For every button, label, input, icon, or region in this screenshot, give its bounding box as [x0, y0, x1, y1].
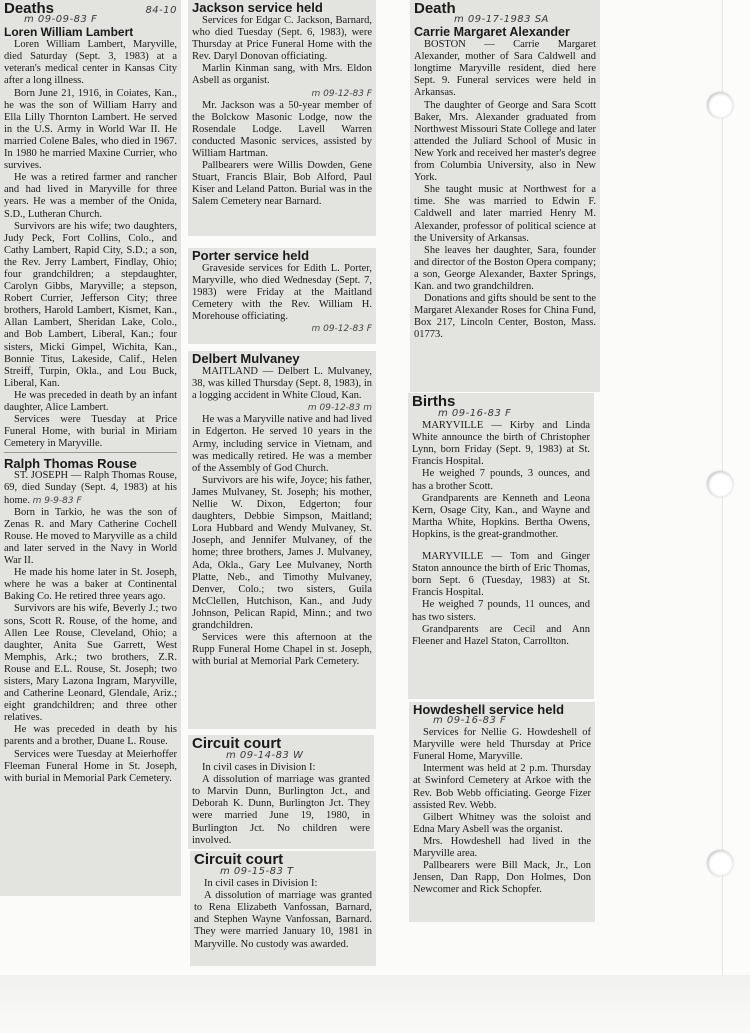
paragraph: ST. JOSEPH — Ralph Thomas Rouse, 69, died Sunday (Sept. 4, 1983) at his home. m 9-9-83 F [4, 470, 177, 506]
article-headline: Delbert Mulvaney [192, 351, 300, 366]
paragraph: She taught music at Northwest for a time. She was married to Edwin F. Caldwell and later married Henry M. Alexander, professor of political science at the University of Arkansas. [414, 184, 596, 244]
births-clipping [408, 393, 594, 699]
paragraph: Pallbearers were Willis Dowden, Gene Stuart, Francis Blair, Bob Alford, Paul Kiser and Leland Patton. Burial was in the Salem Cemetery near Barnard. [192, 160, 372, 208]
death-header: Death [414, 0, 456, 17]
handwritten-date: m 09-12-83 F [311, 324, 372, 335]
paragraph: Loren William Lambert, Maryville, died Saturday (Sept. 3, 1983) at a veteran's medical center in Kansas City after a long illness. [4, 39, 177, 87]
paragraph: Interment was held at 2 p.m. Thursday at Swinford Cemetery at Arkoe with the Rev. Bob Webb officiating. George Fizer assisted Rev. Webb. [413, 763, 591, 811]
paragraph: Mr. Jackson was a 50-year member of the Bolckow Masonic Lodge, now the Rosendale Lodge. Lavell Warren conducted Masonic services, assisted by William Hartman. [192, 99, 372, 160]
paragraph: MARYVILLE — Tom and Ginger Staton announce the birth of Eric Thomas, born Sept. 6 (Tuesday, 1983) at St. Francis Hospital. [412, 551, 590, 599]
handwritten-note: 84-10 [145, 5, 177, 16]
paragraph: He weighed 7 pounds, 3 ounces, and has a brother Scott. [412, 468, 590, 492]
handwritten-date: m 09-09-83 F [24, 14, 98, 26]
handwritten-date: m 09-14-83 W [226, 750, 304, 761]
mulvaney-clipping [188, 351, 376, 729]
article-headline: Circuit court [192, 735, 282, 752]
paragraph: Born June 21, 1916, in Coiates, Kan., he was the son of William Harry and Ella Lilly Thornton Lambert. He served in the U.S. Army in World War II. He married Colene Bales, who died in 1967. In 1980 he married Maxine Currier, who survives. [4, 87, 177, 172]
paragraph: Survivors are his wife, Joyce; his father, James Mulvaney, St. Joseph; his mother, Nellie W. Dixon, Edgerton; four daughters, Debbie Simpson, Maitland; Lora Hubbard and Wendy Mulvaney, St. Joseph, and Jennifer Mulvaney, of the home; three brothers, James J. Mulvaney, Ada, Okla., Gary Lee Mulvaney, North Platte, Neb., and Timothy Mulvaney, Denver, Colo.; two sisters, Guila McClellen, Hutchison, Kan., and Judy Johnson, Pelican Rapid, Minn.; and two grandchildren. [192, 474, 372, 631]
obituary-name: Loren William Lambert [4, 25, 134, 40]
handwritten-date: m 09-16-83 F [433, 715, 507, 726]
paragraph: Grandparents are Cecil and Ann Fleener and Hazel Staton, Carrollton. [412, 623, 590, 647]
article-headline: Circuit court [194, 851, 284, 868]
paragraph: Mrs. Howdeshell had lived in the Maryville area. [413, 835, 591, 860]
paragraph: Services were this afternoon at the Rupp Funeral Home Chapel in st. Joseph, with burial at Memorial Park Cemetery. [192, 632, 372, 668]
births-header: Births [412, 393, 456, 410]
handwritten-date: m 09-12-83 m [307, 403, 372, 414]
handwritten-date: m 09-15-83 T [220, 866, 294, 877]
paragraph: Donations and gifts should be sent to the Margaret Alexander Roses for China Fund, Box 217, Lincoln Center, Boston, Mass. 01773. [414, 293, 596, 341]
paragraph: He was preceded in death by his parents and a brother, Duane L. Rouse. [4, 724, 177, 748]
paragraph: In civil cases in Division I: [202, 762, 316, 774]
paragraph: Marlin Kinman sang, with Mrs. Eldon Asbell as organist. [192, 63, 372, 87]
paragraph: MARYVILLE — Kirby and Linda White announce the birth of Christopher Lynn, born Friday (Sept. 9, 1983) at St. Francis Hospital. [412, 420, 590, 468]
handwritten-date: m 9-9-83 F [32, 495, 82, 506]
page-edge [722, 0, 750, 1033]
paragraph: He weighed 7 pounds, 11 ounces, and has two sisters. [412, 599, 590, 623]
paragraph: Services for Edgar C. Jackson, Barnard, who died Tuesday (Sept. 6, 1983), were Thursday at Price Funeral Home with the Rev. Daryl Donovan officiating. [192, 15, 372, 63]
paragraph: He was a retired farmer and rancher and had lived in Maryville for three years. He was a member of the Onida, S.D., Lutheran Church. [4, 172, 177, 220]
handwritten-date: m 09-16-83 F [438, 408, 512, 419]
paragraph: Services were Tuesday at Price Funeral Home, with burial in Miriam Cemetery in Maryville. [4, 414, 177, 450]
paragraph: Grandparents are Kenneth and Leona Kern, Osage City, Kan., and Wayne and Martha White, Hopkins. Bertha Owens, Hopkins, is the great-grandmother. [412, 492, 590, 540]
porter-clipping [188, 248, 376, 344]
paragraph: In civil cases in Division I: [204, 878, 318, 890]
article-headline: Porter service held [192, 248, 310, 263]
paragraph: A dissolution of marriage was granted to Marvin Dunn, Burlington Jct., and Deborah K. Dunn, Burlington Jct. They were married June 19, 1980, in Burlington Jct. No children were involved. [192, 774, 370, 846]
divider [4, 452, 177, 453]
paragraph: He made his home later in St. Joseph, where he was a baker at Continental Baking Co. He retired three years ago. [4, 567, 177, 603]
paragraph: The daughter of George and Sara Scott Baker, Mrs. Alexander graduated from Northwest Missouri State College and later attended the Juliard School of Music in New York and received her master's degree from Columbia University, also in New York. [414, 99, 596, 184]
paragraph: Services for Nellie G. Howdeshell of Maryville were held Thursday at Price Funeral Home, Maryville. [413, 727, 591, 763]
paragraph: Survivors are his wife, Beverly J.; two sons, Scott R. Rouse, of the home, and Allen Lee Rouse, Cleveland, Ohio; a daughter, Anita Sue Garrett, West Memphis, Ark.; two brothers, Z.R. Rouse and E.L. Rouse, St. Joseph; two sisters, Mary Lazona Ingram, Maryville, and Catherine Leonard, Glendale, Ariz.; eight grandchildren; and three other relatives. [4, 603, 177, 724]
alexander-clipping [410, 0, 600, 392]
circuit-court-clipping-2 [190, 851, 376, 966]
handwritten-date: m 09-17-1983 SA [454, 14, 549, 25]
paragraph: MAITLAND — Delbert L. Mulvaney, 38, was killed Thursday (Sept. 8, 1983), in a logging accident in White Cloud, Kan. [192, 366, 372, 402]
article-headline: Jackson service held [192, 0, 323, 15]
article-headline: Howdeshell service held [413, 702, 565, 717]
binder-hole [707, 92, 733, 118]
deaths-header: Deaths [4, 0, 55, 17]
paragraph: Graveside services for Edith L. Porter, Maryville, who died Wednesday (Sept. 7, 1983) were Friday at the Maitland Cemetery with the Rev. William H. Morehouse officiating. [192, 263, 372, 323]
howdeshell-clipping [409, 702, 595, 922]
paragraph: BOSTON — Carrie Margaret Alexander, mother of Sara Caldwell and longtime Maryville resident, died here Sept. 9. Funeral services were held in Arkansas. [414, 39, 596, 99]
paragraph: Gilbert Whitney was the soloist and Edna Mary Asbell was the organist. [413, 811, 591, 835]
binder-hole [707, 471, 733, 497]
paragraph: Born in Tarkio, he was the son of Zenas R. and Mary Catherine Cochell Rouse. He moved to Maryville as a child and later served in the Navy in World War II. [4, 506, 177, 567]
handwritten-date: m 09-12-83 F [311, 88, 372, 99]
jackson-clipping [188, 0, 376, 236]
paragraph: Pallbearers were Bill Mack, Jr., Lon Jensen, Dan Rapp, Don Holmes, Don Newcomer and Rick Schopfer. [413, 860, 591, 896]
binder-hole [707, 850, 733, 876]
paragraph: Survivors are his wife; two daughters, Judy Peck, Fort Collins, Colo., and Cathy Lambert, Rapid City, S.D.; a son, the Rev. Jerry Lambert, Findlay, Ohio; four grandchildren; a stepdaughter, Carolyn Gibbs, Maryville; a stepson, Robert Currier, Jefferson City; three brothers, Harold Lambert, Kismet, Kan., Allan Lambert, Sheridan Lake, Colo., and Bob Lambert, Liberal, Kan.; four sisters, Micki Gimpel, Wichita, Kan., Bonnie Titus, Lakeside, Calif., Helen Streiff, Turpin, Okla., and Lou Buck, Liberal, Kan. [4, 220, 177, 389]
obituary-name: Carrie Margaret Alexander [414, 25, 570, 40]
paragraph: He was preceded in death by an infant daughter, Alice Lambert. [4, 389, 177, 413]
paragraph: Services were Tuesday at Meierhoffer Fleeman Funeral Home in St. Joseph, with burial in Memorial Park Cemetery. [4, 748, 177, 784]
paragraph: A dissolution of marriage was granted to Rena Elizabeth Vanfossan, Barnard, and Stephen Wayne Vanfossan, Barnard. They were married January 10, 1981 in Maryville. No custody was awarded. [194, 890, 372, 950]
deaths-clipping [0, 0, 181, 896]
circuit-court-clipping-1 [188, 735, 374, 849]
paragraph: She leaves her daughter, Sara, founder and director of the Boston Opera company; a son, George Alexander, Baxter Springs, Kan. and two grandchildren. [414, 244, 596, 292]
paragraph: He was a Maryville native and had lived in Edgerton. He served 10 years in the Army, including service in Vietnam, and was medically retired. He was a member of the Assembly of God Church. [192, 414, 372, 474]
obituary-name: Ralph Thomas Rouse [4, 456, 137, 472]
scanner-bed-shadow [0, 975, 750, 1033]
